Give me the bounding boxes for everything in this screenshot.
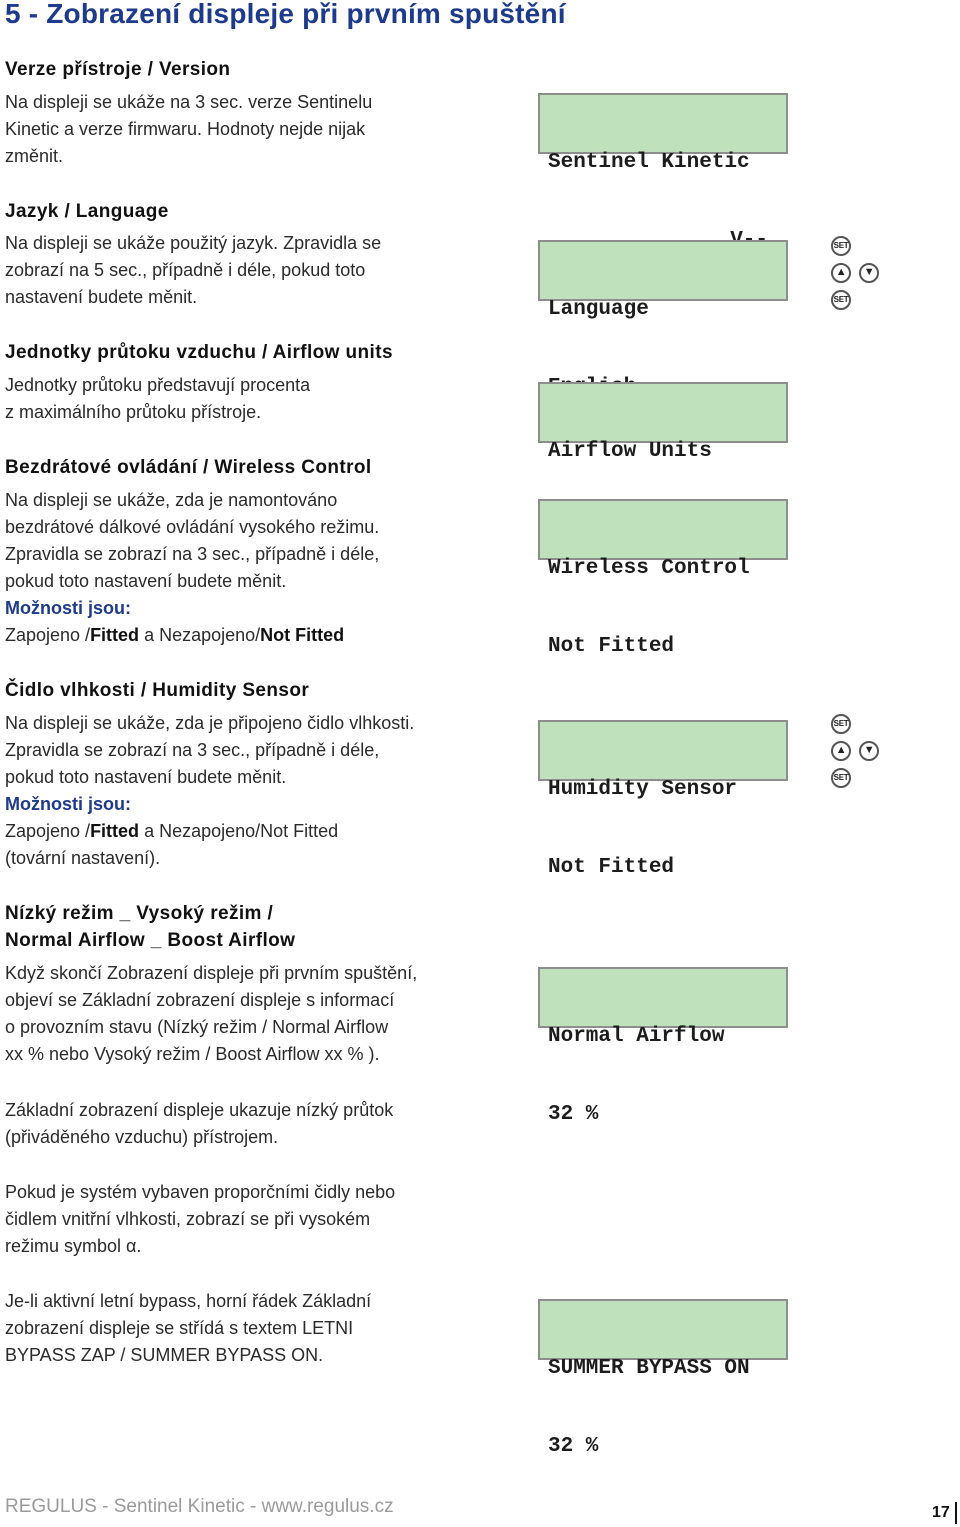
section-heading-version: Verze přístroje / Version — [5, 59, 231, 80]
section-text-airflow-mode: Když skončí Zobrazení displeje při prvním spuštění, objeví se Základní zobrazení displeje s informací o provozním stavu (Nízký režim / Normal Airflow xx % nebo Vysoký režim / Boost Airflow xx % ). — [5, 963, 418, 1064]
paragraph-alpha-symbol: Pokud je systém vybaven proporčními čidly nebo čidlem vnitřní vlhkosti, zobrazí se při vysokém režimu symbol α. — [5, 1182, 396, 1256]
page-number-bar — [955, 1502, 957, 1524]
arrow-up-icon: ▲ — [831, 263, 851, 283]
set-button-icon: SET — [831, 290, 851, 310]
page-title: 5 - Zobrazení displeje při prvním spuštění — [5, 0, 566, 29]
section-heading-airflow-units: Jednotky průtoku vzduchu / Airflow units — [5, 342, 393, 363]
options-text: Zapojeno /Fitted a Nezapojeno/Not Fitted — [5, 821, 339, 841]
section-heading-airflow-mode-en: Normal Airflow _ Boost Airflow — [5, 930, 296, 951]
arrow-up-icon: ▲ — [831, 741, 851, 761]
section-text-version: Na displeji se ukáže na 3 sec. verze Sentinelu Kinetic a verze firmwaru. Hodnoty nejde nijak změnit. — [5, 92, 373, 166]
options-text: Zapojeno /Fitted a Nezapojeno/Not Fitted — [5, 625, 345, 645]
section-heading-language: Jazyk / Language — [5, 201, 169, 222]
set-button-icon: SET — [831, 768, 851, 788]
set-button-icon: SET — [831, 236, 851, 256]
arrow-down-icon: ▼ — [859, 263, 879, 283]
section-heading-humidity-sensor: Čidlo vlhkosti / Humidity Sensor — [5, 680, 310, 701]
lcd-display-humidity-sensor: Humidity Sensor Not Fitted — [538, 720, 788, 781]
footer-text: REGULUS - Sentinel Kinetic - www.regulus.cz — [5, 1496, 394, 1517]
section-text-humidity-sensor: Na displeji se ukáže, zda je připojeno čidlo vlhkosti. Zpravidla se zobrazí na 3 sec., případně i déle, pokud toto nastavení budete měnit. Možnosti jsou: Zapojeno /Fitted a Nezapojeno/Not Fitted (tovární nastavení). — [5, 713, 415, 868]
lcd-display-airflow-units: Airflow Units — [538, 382, 788, 443]
paragraph-basic-display: Základní zobrazení displeje ukazuje nízký průtok (přiváděného vzduchu) přístrojem. — [5, 1100, 394, 1147]
section-heading-airflow-mode: Nízký režim _ Vysoký režim / — [5, 903, 274, 924]
lcd-display-normal-airflow: Normal Airflow 32 % — [538, 967, 788, 1028]
section-heading-wireless-control: Bezdrátové ovládání / Wireless Control — [5, 457, 372, 478]
section-text-language: Na displeji se ukáže použitý jazyk. Zpravidla se zobrazí na 5 sec., případně i déle, pokud toto nastavení budete měnit. — [5, 233, 382, 307]
lcd-display-wireless-control: Wireless Control Not Fitted — [538, 499, 788, 560]
section-text-wireless-control: Na displeji se ukáže, zda je namontováno bezdrátové dálkové ovládání vysokého režimu. Zpravidla se zobrazí na 3 sec., případně i déle, pokud toto nastavení budete měnit. Možnosti jsou: Zapojeno /Fitted a Nezapojeno/Not Fitted — [5, 487, 379, 649]
section-text-airflow-units: Jednotky průtoku představují procenta z maximálního průtoku přístroje. — [5, 375, 311, 422]
options-label: Možnosti jsou: — [5, 598, 131, 618]
lcd-display-version: Sentinel Kinetic — [538, 93, 788, 154]
paragraph-summer-bypass: Je-li aktivní letní bypass, horní řádek Základní zobrazení displeje se střídá s textem LETNI BYPASS ZAP / SUMMER BYPASS ON. — [5, 1291, 372, 1365]
options-label: Možnosti jsou: — [5, 794, 131, 814]
set-button-icon: SET — [831, 714, 851, 734]
lcd-display-summer-bypass: SUMMER BYPASS ON 32 % — [538, 1299, 788, 1360]
page-number: 17 — [932, 1504, 950, 1521]
arrow-down-icon: ▼ — [859, 741, 879, 761]
lcd-display-language: Language — [538, 240, 788, 301]
